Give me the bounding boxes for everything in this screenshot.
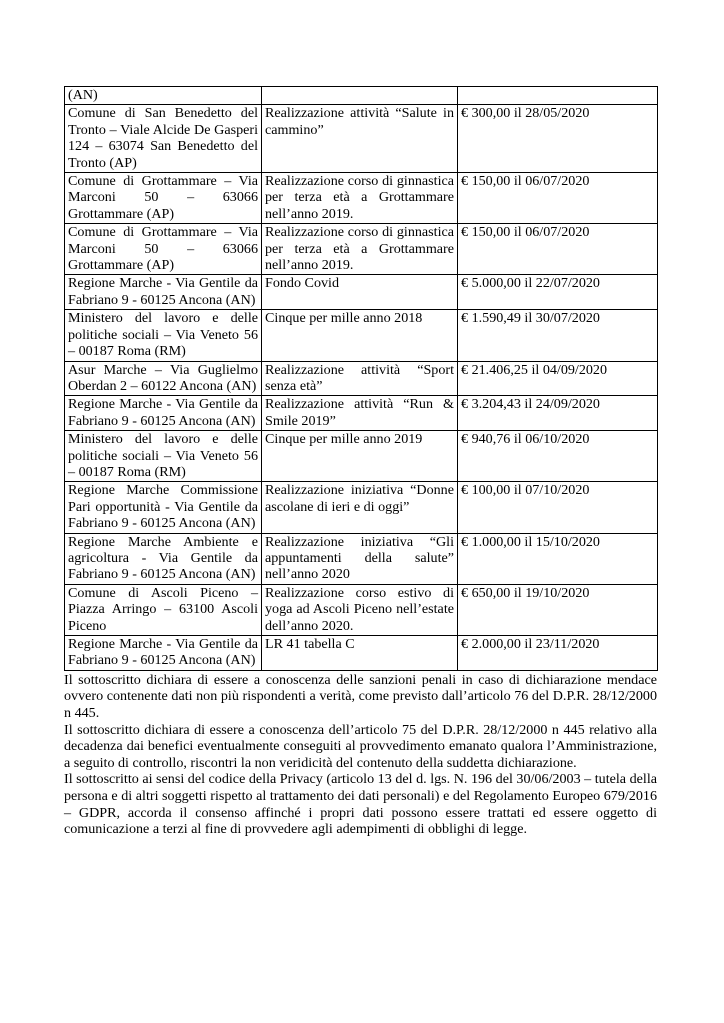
table-row (65, 396, 658, 431)
importo-cell: € 650,00 il 19/10/2020 (458, 584, 658, 635)
causale-cell: Realizzazione attività “Run & Smile 2019” (262, 396, 458, 431)
ente-cell: Regione Marche - Via Gentile da Fabriano 9 - 60125 Ancona (AN) (65, 275, 262, 310)
table-row (65, 173, 658, 224)
importo-cell: € 150,00 il 06/07/2020 (458, 224, 658, 275)
ente-cell: Comune di San Benedetto del Tronto – Viale Alcide De Gasperi 124 – 63074 San Benedetto del Tronto (AP) (65, 105, 262, 173)
ente-cell: Asur Marche – Via Guglielmo Oberdan 2 – 60122 Ancona (AN) (65, 361, 262, 396)
table-row (65, 533, 658, 584)
causale-cell: Cinque per mille anno 2018 (262, 310, 458, 361)
document-page (64, 86, 657, 838)
declaration-benefit-forfeiture: Il sottoscritto dichiara di essere a conoscenza dell’articolo 75 del D.P.R. 28/12/2000 n 445 relativo alla decadenza dai benefici eventualmente conseguiti al provvedimento emanato qualora l’Amministrazione, a seguito di controllo, riscontri la non veridicità del contenuto della suddetta dichiarazione. (64, 721, 657, 771)
causale-cell: Realizzazione corso estivo di yoga ad Ascoli Piceno nell’estate dell’anno 2020. (262, 584, 458, 635)
causale-cell: Realizzazione corso di ginnastica per terza età a Grottammare nell’anno 2019. (262, 173, 458, 224)
declaration-privacy-consent: Il sottoscritto ai sensi del codice della Privacy (articolo 13 del d. lgs. N. 196 del 30/06/2003 – tutela della persona e di altri soggetti rispetto al trattamento dei dati personali) e del Regolamento Europeo 679/2016 – GDPR, accorda il consenso affinché i propri dati possono essere trattati ed essere oggetto di comunicazione a terzi al fine di provvedere agli adempimenti di obblighi di legge. (64, 771, 657, 838)
table-row (65, 431, 658, 482)
ente-cell: Comune di Grottammare – Via Marconi 50 – 63066 Grottammare (AP) (65, 173, 262, 224)
table-row (65, 105, 658, 173)
importo-cell (458, 87, 658, 105)
causale-cell (262, 87, 458, 105)
contributions-table-body (65, 87, 658, 671)
table-row (65, 482, 658, 533)
causale-cell: Realizzazione corso di ginnastica per terza età a Grottammare nell’anno 2019. (262, 224, 458, 275)
ente-cell: Ministero del lavoro e delle politiche sociali – Via Veneto 56 – 00187 Roma (RM) (65, 431, 262, 482)
causale-cell: Realizzazione attività “Sport senza età” (262, 361, 458, 396)
causale-cell: LR 41 tabella C (262, 636, 458, 671)
ente-cell: (AN) (65, 87, 262, 105)
importo-cell: € 1.000,00 il 15/10/2020 (458, 533, 658, 584)
ente-cell: Ministero del lavoro e delle politiche sociali – Via Veneto 56 – 00187 Roma (RM) (65, 310, 262, 361)
table-row (65, 310, 658, 361)
causale-cell: Realizzazione iniziativa “Donne ascolane di ieri e di oggi” (262, 482, 458, 533)
ente-cell: Regione Marche - Via Gentile da Fabriano 9 - 60125 Ancona (AN) (65, 396, 262, 431)
causale-cell: Fondo Covid (262, 275, 458, 310)
importo-cell: € 5.000,00 il 22/07/2020 (458, 275, 658, 310)
importo-cell: € 1.590,49 il 30/07/2020 (458, 310, 658, 361)
table-row (65, 584, 658, 635)
declaration-penal-sanctions: Il sottoscritto dichiara di essere a conoscenza delle sanzioni penali in caso di dichiarazione mendace ovvero contenente dati non più rispondenti a verità, come previsto dall’articolo 76 del D.P.R. 28/12/2000 n 445. (64, 671, 657, 721)
importo-cell: € 940,76 il 06/10/2020 (458, 431, 658, 482)
importo-cell: € 21.406,25 il 04/09/2020 (458, 361, 658, 396)
table-row (65, 87, 658, 105)
table-row (65, 361, 658, 396)
ente-cell: Regione Marche Commissione Pari opportunità - Via Gentile da Fabriano 9 - 60125 Ancona (AN) (65, 482, 262, 533)
table-row (65, 224, 658, 275)
contributions-table (64, 86, 658, 671)
importo-cell: € 3.204,43 il 24/09/2020 (458, 396, 658, 431)
ente-cell: Regione Marche Ambiente e agricoltura - Via Gentile da Fabriano 9 - 60125 Ancona (AN) (65, 533, 262, 584)
causale-cell: Cinque per mille anno 2019 (262, 431, 458, 482)
causale-cell: Realizzazione iniziativa “Gli appuntamenti della salute” nell’anno 2020 (262, 533, 458, 584)
importo-cell: € 150,00 il 06/07/2020 (458, 173, 658, 224)
ente-cell: Comune di Ascoli Piceno – Piazza Arringo – 63100 Ascoli Piceno (65, 584, 262, 635)
table-row (65, 275, 658, 310)
declarations (64, 672, 657, 838)
table-row (65, 636, 658, 671)
importo-cell: € 2.000,00 il 23/11/2020 (458, 636, 658, 671)
ente-cell: Comune di Grottammare – Via Marconi 50 – 63066 Grottammare (AP) (65, 224, 262, 275)
causale-cell: Realizzazione attività “Salute in cammino” (262, 105, 458, 173)
ente-cell: Regione Marche - Via Gentile da Fabriano 9 - 60125 Ancona (AN) (65, 636, 262, 671)
importo-cell: € 100,00 il 07/10/2020 (458, 482, 658, 533)
importo-cell: € 300,00 il 28/05/2020 (458, 105, 658, 173)
